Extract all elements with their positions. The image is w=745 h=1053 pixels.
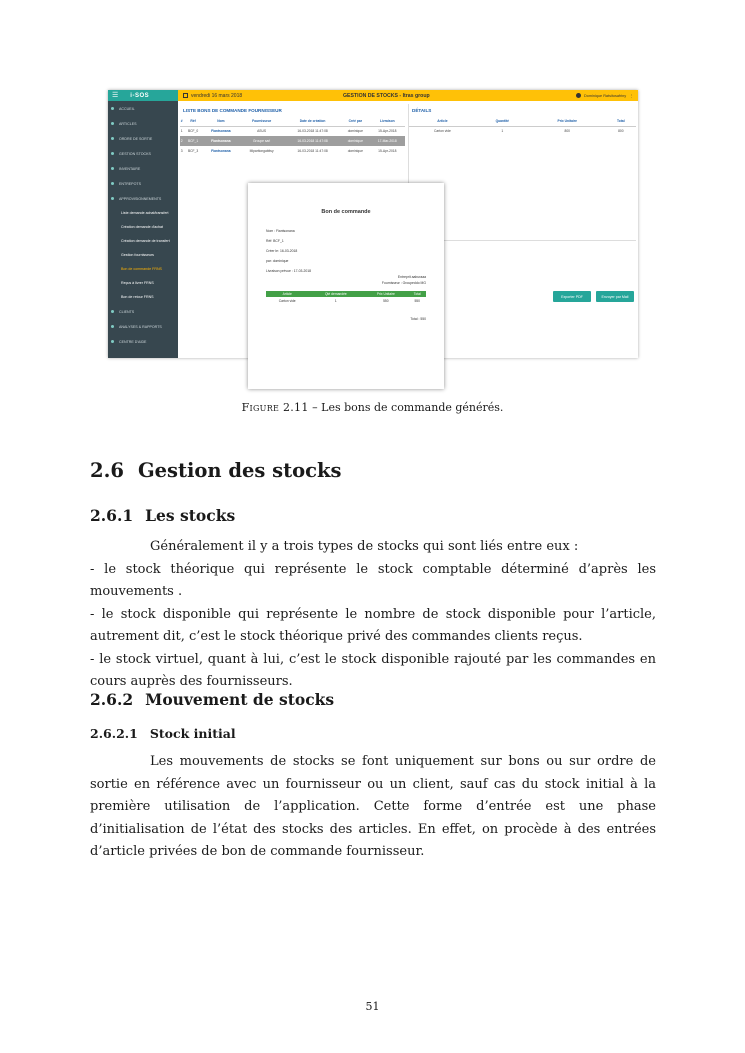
doc-title: Bon de commande	[321, 209, 371, 215]
doc-items-table	[266, 291, 426, 304]
subsection-heading	[90, 506, 235, 525]
sidebar-item-label: ORDRE DE SORTIE	[119, 136, 153, 141]
sidebar-item-label: APPROVISIONNEMENTS	[119, 196, 162, 201]
sidebar-subitem[interactable]	[108, 262, 178, 276]
subsubsection-heading	[90, 726, 236, 741]
table-cell: 550	[414, 298, 420, 303]
table-cell: dominique	[341, 136, 370, 146]
user-menu[interactable]	[576, 93, 633, 98]
sidebar-item-label: Reçus à livrer FRNS	[121, 281, 154, 285]
para-text: Généralement il y a trois types de stocks qui sont liés entre eux :	[150, 539, 579, 554]
column-header: Qté demandée	[308, 291, 363, 297]
table-row[interactable]	[180, 136, 405, 146]
doc-line: par: dominique	[266, 259, 289, 263]
list-title: LISTE BONS DE COMMANDE FOURNISSEUR	[183, 107, 282, 113]
table-row	[266, 297, 426, 304]
sidebar-subitem[interactable]	[108, 276, 178, 290]
table-cell: 3	[180, 149, 183, 153]
menu-dot-icon	[111, 137, 114, 140]
sidebar-item-label: ARTICLES	[119, 121, 137, 126]
menu-icon[interactable]: ☰	[112, 92, 119, 99]
export-pdf-button[interactable]: Exporter PDF	[553, 291, 591, 302]
column-header: Prix Unitaire	[363, 291, 408, 297]
sidebar-subitem[interactable]	[108, 206, 178, 220]
column-header: Réf	[183, 116, 202, 126]
sidebar-item-label: Bon de commande FRNS	[121, 267, 162, 271]
sidebar-item-label: Gestion fournisseurs	[121, 253, 154, 257]
table-cell: dominique	[347, 129, 363, 134]
table-cell: BCF_3	[187, 149, 199, 153]
page-number: 51	[365, 1000, 380, 1013]
table-cell: Groupe sarl	[239, 136, 284, 146]
sidebar-item-label: ENTREPOTS	[119, 181, 141, 186]
para-line: - le stock disponible qui représente le nombre de stock disponible pour l’article, autrement dit, c’est le stock théorique privé des commandes clients reçus.	[90, 606, 656, 644]
purchase-order-table	[180, 116, 405, 156]
sidebar-item[interactable]	[108, 334, 178, 349]
user-name: Dominique Ratsitosafriny	[583, 93, 627, 98]
table-cell: 550	[383, 298, 389, 303]
caption-text: – Les bons de commande générés.	[308, 401, 504, 414]
table-cell: Miparitongabitsy	[249, 149, 274, 153]
sidebar-item[interactable]	[108, 116, 178, 131]
menu-dot-icon	[111, 107, 114, 110]
sidebar-item[interactable]	[108, 131, 178, 146]
sidebar-item-label: ANALYSES & RAPPORTS	[119, 324, 162, 329]
doc-total: Total : 550	[410, 317, 426, 321]
menu-dot-icon	[111, 310, 114, 313]
calendar-icon	[183, 93, 188, 98]
doc-line: Réf: BCF_1	[266, 239, 284, 243]
send-mail-button[interactable]: Envoyer par Mail	[596, 291, 634, 302]
sidebar-item-label: CENTRE D'AIDE	[119, 339, 147, 344]
para-line	[90, 536, 656, 559]
sidebar-item-label: CLIENTS	[119, 309, 135, 314]
table-cell: 2	[180, 136, 183, 146]
topbar-date	[183, 93, 343, 99]
details-title: DÉTAILS	[412, 107, 432, 113]
para-line: - le stock théorique qui représente le stock comptable déterminé d’après les mouvements .	[90, 561, 656, 599]
table-cell: 800	[564, 129, 570, 134]
table-cell: 1	[501, 129, 504, 134]
sidebar-item-label: INVENTAIRE	[119, 166, 141, 171]
table-cell: 16-03-2018 11:47:08	[297, 149, 328, 153]
purchase-order-list-panel	[180, 104, 405, 156]
table-cell: Carton vide	[433, 129, 451, 134]
paragraph-initial-stock	[90, 751, 656, 864]
sidebar-subitem[interactable]	[108, 248, 178, 262]
para-line: - le stock virtuel, quant à lui, c’est le stock disponible rajouté par les commandes en cours auprès des fournisseurs.	[90, 651, 656, 689]
column-header: Date de création	[284, 116, 341, 126]
table-row[interactable]	[180, 126, 405, 136]
sidebar-item[interactable]	[108, 319, 178, 334]
doc-line: Créer le: 16-03-2018	[266, 249, 298, 253]
table-cell: 17-Mar-2018	[370, 136, 405, 146]
more-vert-icon[interactable]: ⋮	[629, 94, 633, 98]
figure-caption	[0, 401, 745, 414]
app-logo: i-SOS	[130, 92, 150, 99]
section-number: 2.6	[90, 459, 124, 482]
sidebar-item[interactable]	[108, 161, 178, 176]
sidebar-item-label: Bon de retour FRNS	[121, 295, 154, 299]
sidebar-item-label: Création demande d'achat	[121, 225, 164, 229]
column-header: Créé par	[341, 116, 370, 126]
para-text: Les mouvements de stocks se font uniquement sur bons ou sur ordre de sortie en référence avec un fournisseur ou un client, sauf cas du stock initial à la première utilisation de l’application. Cette forme d’entrée est une phase d’initialisation de l’état des stocks des articles. En effet, on procède à des entrées d’article privées de bon de commande fournisseur.	[90, 754, 656, 859]
column-header: Nom	[203, 116, 239, 126]
menu-dot-icon	[111, 152, 114, 155]
app-sidebar	[108, 90, 178, 358]
sidebar-item-label: Liste demande achat/transfert	[121, 211, 169, 215]
sidebar-subitem[interactable]	[108, 220, 178, 234]
table-cell: BCF_0	[187, 129, 199, 134]
subsection-heading	[90, 690, 334, 709]
table-cell: Fiantsonana	[211, 149, 231, 153]
sidebar-subitem[interactable]	[108, 290, 178, 304]
app-topbar	[178, 90, 638, 101]
menu-dot-icon	[111, 167, 114, 170]
table-row[interactable]	[180, 146, 405, 156]
sidebar-item[interactable]	[108, 146, 178, 161]
doc-company: Entreprit aaburaaa	[397, 275, 426, 279]
figure-screenshot	[108, 90, 638, 390]
menu-dot-icon	[111, 122, 114, 125]
table-cell: Fiantsonana	[203, 136, 239, 146]
table-cell: 16-03-2018 11:47:08	[284, 136, 341, 146]
sidebar-item[interactable]	[108, 101, 178, 116]
sidebar-item[interactable]	[108, 191, 178, 206]
column-header: Prix Unitaire	[529, 116, 606, 126]
sidebar-item[interactable]	[108, 176, 178, 191]
menu-dot-icon	[111, 340, 114, 343]
subsection-title: Mouvement de stocks	[145, 690, 335, 709]
menu-dot-icon	[111, 197, 114, 200]
table-cell: 1	[180, 129, 183, 134]
menu-dot-icon	[111, 182, 114, 185]
sidebar-subitem[interactable]	[108, 234, 178, 248]
details-table	[409, 116, 636, 136]
column-header: #	[180, 116, 183, 126]
sidebar-item-label: Création demande de transfert	[121, 239, 170, 243]
purchase-order-document	[248, 183, 444, 389]
sidebar-item-label: ACCUEIL	[119, 106, 135, 111]
sidebar-menu	[108, 101, 178, 349]
paragraph-stock-types	[90, 536, 656, 694]
table-cell: 16-03-2018 11:47:08	[297, 129, 328, 134]
sidebar-item-label: GESTION STOCKS	[119, 151, 151, 156]
column-header: Total	[408, 291, 426, 297]
column-header: Total	[606, 116, 636, 126]
subsection-number: 2.6.2	[90, 690, 134, 709]
table-cell: 1	[334, 298, 337, 303]
subsection-title: Les stocks	[145, 506, 236, 525]
caption-label: Figure 2.11	[241, 401, 309, 414]
subsubsection-number: 2.6.2.1	[90, 726, 138, 741]
table-cell: BCF_1	[183, 136, 202, 146]
column-header: Article	[266, 291, 308, 297]
sidebar-header	[108, 90, 178, 101]
section-heading	[90, 459, 342, 482]
table-cell: 800	[618, 129, 624, 134]
table-cell: Carton vide	[278, 298, 296, 303]
subsection-number: 2.6.1	[90, 506, 134, 525]
table-cell: dominique	[347, 149, 363, 153]
column-header: Fournisseur	[239, 116, 284, 126]
section-title: Gestion des stocks	[137, 459, 342, 482]
app-title: GESTION DE STOCKS - Itras group	[343, 92, 430, 99]
doc-line: Livraison prévue : 17-03-2018	[266, 269, 312, 273]
menu-dot-icon	[111, 325, 114, 328]
column-header: Livraison	[370, 116, 405, 126]
table-row	[409, 126, 636, 136]
doc-line: Nom : Fiantsonana	[266, 229, 295, 233]
table-cell: Fiantsonana	[211, 129, 231, 134]
table-cell: 15-Apr-2018	[378, 149, 397, 153]
date-text: vendredi 16 mars 2018	[191, 92, 243, 99]
user-avatar-icon	[576, 93, 581, 98]
column-header: Quantité	[476, 116, 529, 126]
subsubsection-title: Stock initial	[149, 726, 236, 741]
doc-supplier: Fournisseur : Groupeddo MG	[381, 281, 426, 285]
sidebar-item[interactable]	[108, 304, 178, 319]
table-cell: 15-Apr-2018	[378, 129, 397, 134]
column-header: Article	[409, 116, 476, 126]
table-cell: ASUS	[257, 129, 267, 134]
